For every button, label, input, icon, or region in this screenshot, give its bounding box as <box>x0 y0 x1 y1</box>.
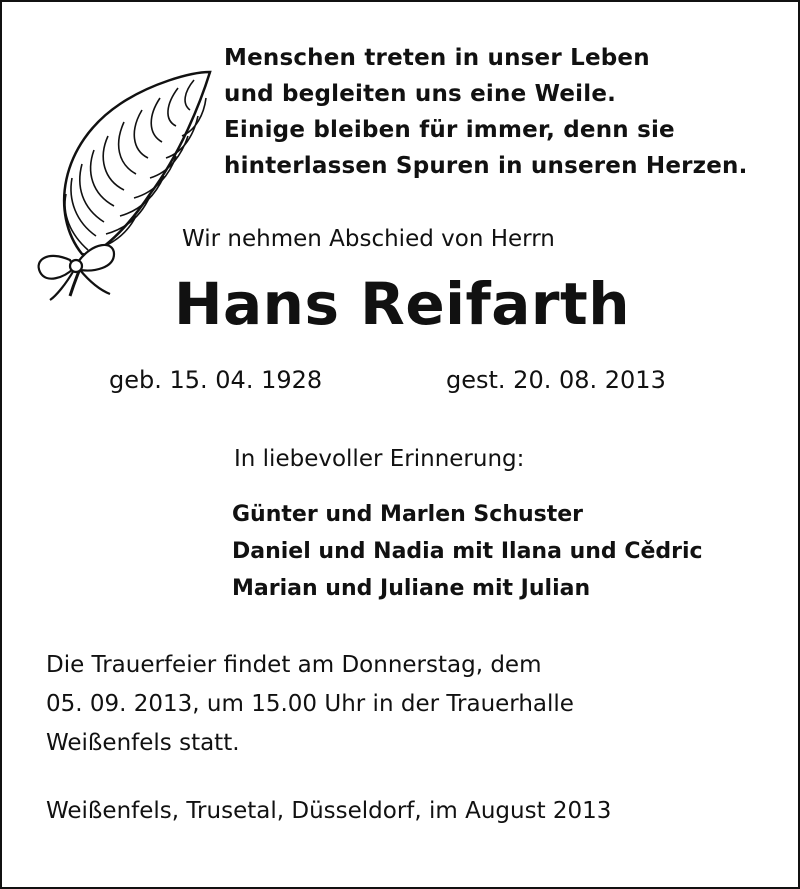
memorial-quote <box>224 40 784 184</box>
farewell-intro: Wir nehmen Abschied von Herrn <box>182 226 555 252</box>
death-date: gest. 20. 08. 2013 <box>446 366 666 394</box>
feather-with-bow-icon <box>30 64 220 304</box>
funeral-line: 05. 09. 2013, um 15.00 Uhr in der Trauerhalle <box>46 691 574 717</box>
mourner-line: Günter und Marlen Schuster <box>232 502 584 527</box>
quote-line: Einige bleiben für immer, denn sie <box>224 117 675 143</box>
quote-line: und begleiten uns eine Weile. <box>224 81 617 107</box>
mourner-line: Daniel und Nadia mit Ilana und Cědric <box>232 539 703 564</box>
quote-line: Menschen treten in unser Leben <box>224 45 650 71</box>
memory-heading: In liebevoller Erinnerung: <box>234 446 525 472</box>
place-and-date: Weißenfels, Trusetal, Düsseldorf, im August 2013 <box>46 798 612 824</box>
mourners-list <box>232 496 703 607</box>
funeral-line: Weißenfels statt. <box>46 730 240 756</box>
mourner-line: Marian und Juliane mit Julian <box>232 576 591 601</box>
deceased-name: Hans Reifarth <box>173 270 631 338</box>
quote-line: hinterlassen Spuren in unseren Herzen. <box>224 153 748 179</box>
funeral-line: Die Trauerfeier findet am Donnerstag, dem <box>46 652 542 678</box>
birth-date: geb. 15. 04. 1928 <box>109 366 323 394</box>
funeral-information <box>46 646 766 763</box>
